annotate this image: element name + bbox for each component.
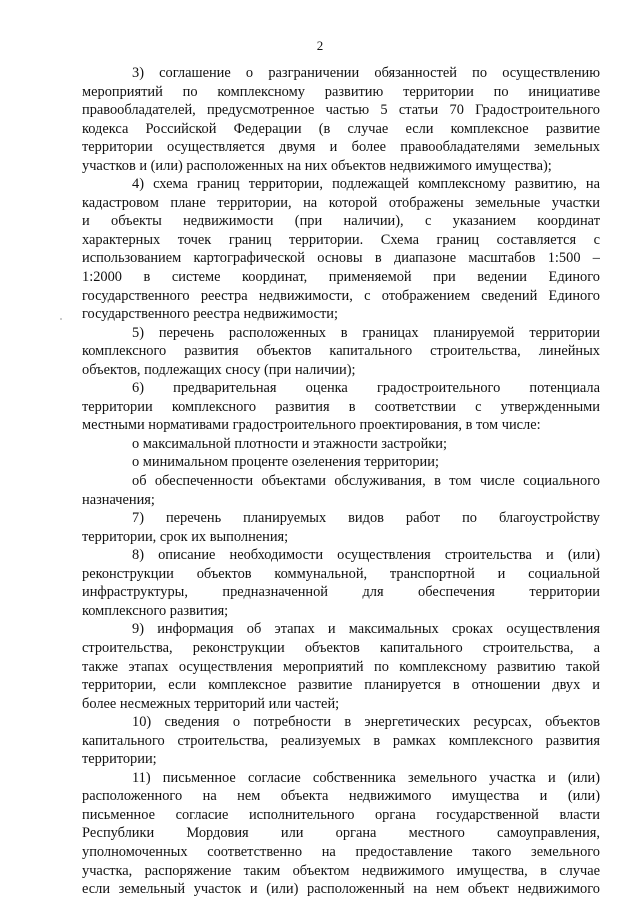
text-line: территории, если комплексное развитие планируется в отношении двух и	[82, 677, 600, 694]
text-line: территории осуществляется двумя и более правообладателями земельных	[82, 139, 600, 156]
text-line: характерных точек границ территории. Схема границ составляется с	[82, 231, 600, 248]
text-line: письменное согласие исполнительного органа государственной власти	[82, 806, 600, 823]
text-line: территории, срок их выполнения;	[82, 528, 289, 545]
text-line: 5) перечень расположенных в границах планируемой территории	[132, 324, 600, 341]
text-line: местными нормативами градостроительного проектирования, в том числе:	[82, 417, 541, 434]
text-line: реконструкции объектов коммунальной, транспортной и социальной	[82, 565, 600, 582]
text-line: использованием картографической основы в диапазоне масштабов 1:500 –	[82, 250, 600, 267]
text-line: более несмежных территорий или частей;	[82, 695, 340, 712]
text-line: и объекты недвижимости (при наличии), с указанием координат	[82, 213, 600, 230]
text-line: территории;	[82, 751, 157, 768]
text-line: 3) соглашение о разграничении обязанностей по осуществлению	[132, 65, 600, 81]
text-line: строительства, реконструкции объектов капитального строительства, а	[82, 639, 600, 656]
text-line: 11) письменное согласие собственника земельного участка и (или)	[132, 769, 600, 786]
text-line: кадастровом плане территории, на которой отображены земельные участки	[82, 194, 600, 211]
text-line: если земельный участок и (или) расположенный на нем объект недвижимого	[82, 881, 600, 898]
text-line: об обеспеченности объектами обслуживания, в том числе социального	[132, 473, 600, 490]
text-line: участка, распоряжение таким объектом недвижимого имущества, в случае	[82, 862, 600, 879]
text-line: территории комплексного развития в соответствии с утвержденными	[82, 398, 600, 415]
text-line: уполномоченных соответственно на предоставление такого земельного	[82, 843, 600, 860]
text-line: также этапах осуществления мероприятий по комплексному развитию такой	[82, 658, 600, 675]
text-line: 4) схема границ территории, подлежащей комплексному развитию, на	[132, 176, 600, 193]
text-line: 9) информация об этапах и максимальных сроках осуществления	[132, 621, 600, 638]
text-line: 1:2000 в системе координат, применяемой при ведении Единого	[82, 269, 600, 286]
text-line: правообладателей, предусмотренное частью 5 статьи 70 Градостроительного	[82, 102, 600, 119]
text-line: 10) сведения о потребности в энергетических ресурсах, объектов	[132, 714, 600, 731]
text-line: государственного реестра недвижимости, с отображением сведений Единого	[82, 287, 600, 304]
text-line: комплексного развития;	[82, 602, 229, 619]
text-line: участков и (или) расположенных на них объектов недвижимого имущества);	[82, 157, 552, 174]
text-line: кодекса Российской Федерации (в случае если комплексное развитие	[82, 120, 600, 137]
text-line: 7) перечень планируемых видов работ по благоустройству	[132, 510, 600, 527]
text-line: 6) предварительная оценка градостроительного потенциала	[132, 380, 600, 397]
scan-speck	[60, 318, 62, 320]
text-line: государственного реестра недвижимости;	[82, 306, 338, 323]
text-line: объектов, подлежащих сносу (при наличии);	[82, 361, 356, 378]
document-body	[82, 64, 600, 899]
text-line: инфраструктуры, предназначенной для обеспечения территории	[82, 584, 600, 601]
text-line: о максимальной плотности и этажности застройки;	[132, 435, 447, 452]
text-line: назначения;	[82, 491, 155, 508]
text-line: о минимальном проценте озеленения территории;	[132, 454, 439, 471]
page-number: 2	[316, 38, 324, 53]
text-line: капитального строительства, реализуемых в рамках комплексного развития	[82, 732, 600, 749]
text-line: расположенного на нем объекта недвижимого имущества и (или)	[82, 788, 600, 805]
text-line: комплексного развития объектов капитального строительства, линейных	[82, 343, 600, 360]
text-line: мероприятий по комплексному развитию территории по инициативе	[82, 83, 600, 100]
text-line: 8) описание необходимости осуществления строительства и (или)	[132, 547, 600, 564]
text-line: Республики Мордовия или органа местного самоуправления,	[82, 825, 600, 842]
